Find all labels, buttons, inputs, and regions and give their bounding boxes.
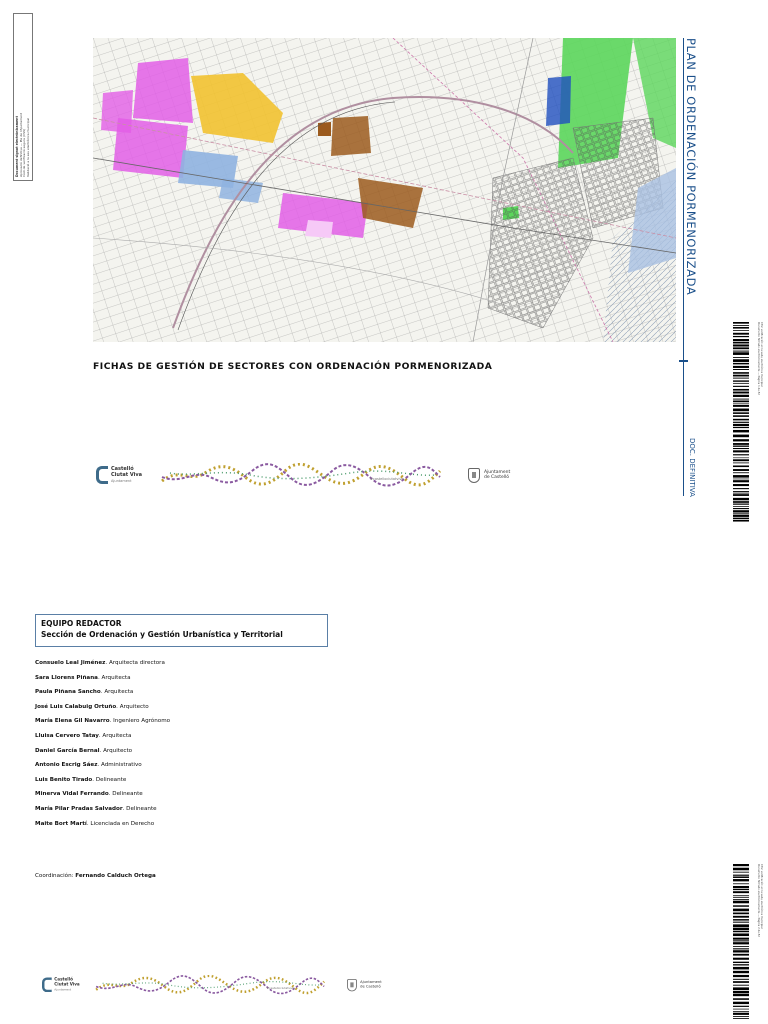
plan-title: PLAN DE ORDENACIÓN PORMENORIZADA [684, 38, 698, 296]
ciutat-viva-ribbon [94, 975, 325, 995]
city-crest-icon [468, 468, 480, 483]
zoning-map-drawing [93, 38, 676, 342]
hashtag-text: #castellociutatviva [266, 986, 295, 990]
team-member: María Pilar Pradas Salvador. Delineante [35, 805, 157, 812]
castello-ciutat-viva-logo: Castelló Ciutat Viva Ajuntament [96, 466, 142, 484]
signature-stamp [13, 13, 33, 181]
fichas-title: FICHAS DE GESTIÓN DE SECTORES CON ORDENACIÓN PORMENORIZADA [93, 361, 493, 372]
team-member: María Elena Gil Navarro. Ingeniero Agrónomo [35, 718, 171, 725]
team-member: Consuelo Leal Jiménez. Arquitecta directora [35, 660, 165, 666]
ribbon-graphic-icon [160, 463, 442, 487]
castello-c-icon [42, 977, 52, 992]
hashtag-text: #castellociutatviva [369, 477, 404, 481]
city-crest-icon [347, 979, 357, 991]
ribbon-graphic-icon [94, 975, 325, 995]
logo-strip-top [96, 463, 510, 487]
team-member: Luis Benito Tirado. Delineante [35, 776, 127, 783]
barcode-bottom-caption: CSV: verificación en la sede electrónica municipal Documento firmado electrónicamente — Página 2 de 82 [756, 864, 763, 937]
castello-c-icon [96, 466, 108, 484]
logo-strip-bottom [42, 975, 382, 995]
team-member: Maite Bort Martí. Licenciada en Derecho [35, 820, 155, 827]
team-member: José Luis Calabuig Ortuño. Arquitecto [35, 703, 149, 710]
barcode-top [733, 322, 763, 522]
title-rule-tick [679, 360, 688, 362]
barcode-top-graphic [733, 322, 749, 522]
coordination-line: Coordinación: Fernando Calduch Ortega [35, 873, 156, 879]
doc-label: DOC. DEFINITIVA [688, 438, 696, 497]
castello-ciutat-viva-logo: Castelló Ciutat Viva Ajuntament [42, 977, 80, 992]
ajuntament-logo: Ajuntament de Castelló [468, 468, 510, 483]
team-member: Antonio Escrig Sáez. Administrativo [35, 762, 142, 769]
equipo-heading: EQUIPO REDACTOR [41, 619, 122, 628]
team-member: Sara Llorens Piñana. Arquitecta [35, 674, 131, 681]
equipo-redactor-box [35, 614, 328, 647]
barcode-bottom [733, 864, 763, 1019]
barcode-bottom-graphic [733, 864, 749, 1019]
stamp-text: Document signat electrònicament Aprovació definitiva — Ple de l'Ajuntament Codi de verificació segura (CSV) Validació a la seu electrònica municipal [15, 112, 30, 177]
team-list [35, 660, 170, 835]
team-member: Paula Piñana Sancho. Arquitecta [35, 689, 134, 696]
team-member: Minerva Vidal Ferrando. Delineante [35, 791, 143, 798]
ajuntament-logo: Ajuntament de Castelló [347, 979, 382, 991]
equipo-section: Sección de Ordenación y Gestión Urbanística y Territorial [41, 630, 283, 639]
team-member: Lluisa Cervero Tatay. Arquitecta [35, 732, 132, 739]
zoning-map [93, 38, 676, 342]
ciutat-viva-ribbon [160, 463, 442, 487]
team-member: Daniel García Bernal. Arquitecto [35, 747, 133, 754]
barcode-top-caption: CSV: verificación en la sede electrónica municipal Documento firmado electrónicamente — Página 1 de 82 [756, 322, 763, 395]
